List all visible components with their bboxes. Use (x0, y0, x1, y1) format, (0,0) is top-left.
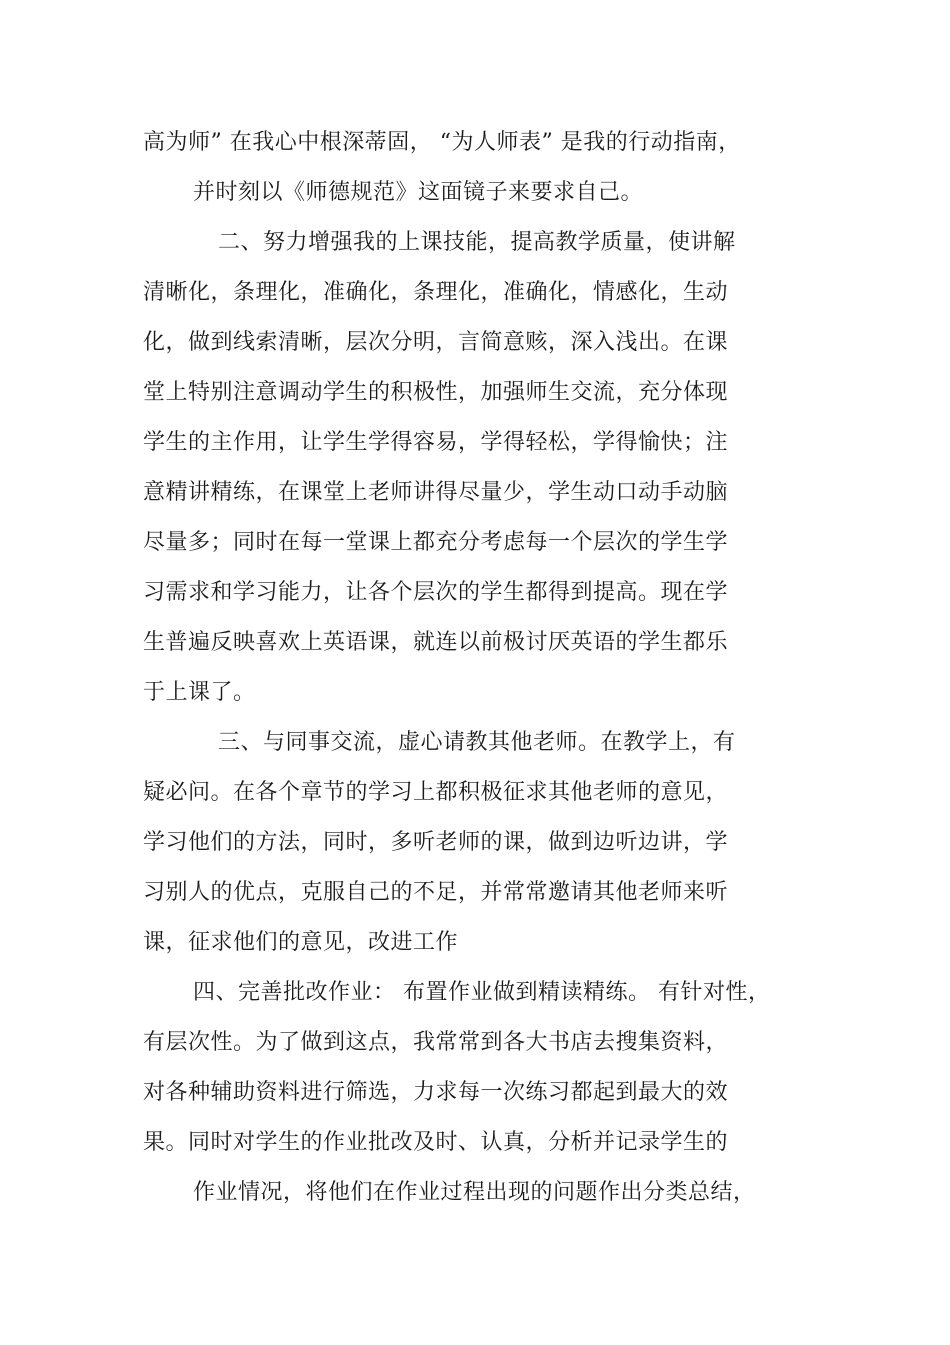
text-line-1: 高为师” 在我心中根深蒂固， “为人师表” 是我的行动指南， (143, 130, 741, 155)
text-line-22: 作业情况，将他们在作业过程出现的问题作出分类总结， (193, 1180, 756, 1205)
text-line-21: 果。同时对学生的作业批改及时、认真，分析并记录学生的 (143, 1130, 729, 1155)
text-line-5: 化，做到线索清晰，层次分明，言简意赅，深入浅出。在课 (143, 330, 729, 355)
text-line-11: 生普遍反映喜欢上英语课，就连以前极讨厌英语的学生都乐 (143, 630, 729, 655)
text-line-14: 疑必问。在各个章节的学习上都积极征求其他老师的意见， (143, 780, 729, 805)
text-line-12: 于上课了。 (143, 680, 256, 705)
text-line-16: 习别人的优点，克服自己的不足，并常常邀请其他老师来听 (143, 880, 729, 905)
text-line-3: 二、努力增强我的上课技能，提高教学质量，使讲解 (218, 230, 736, 255)
text-line-9: 尽量多；同时在每一堂课上都充分考虑每一个层次的学生学 (143, 530, 729, 555)
text-line-19: 有层次性。为了做到这点，我常常到各大书店去搜集资料， (143, 1030, 729, 1055)
text-line-2: 并时刻以《师德规范》这面镜子来要求自己。 (193, 180, 644, 205)
text-line-6: 堂上特别注意调动学生的积极性，加强师生交流，充分体现 (143, 380, 729, 405)
text-line-8: 意精讲精练，在课堂上老师讲得尽量少，学生动口动手动脑 (143, 480, 729, 505)
text-line-4: 清晰化，条理化，准确化，条理化，准确化，情感化，生动 (143, 280, 729, 305)
text-line-20: 对各种辅助资料进行筛选，力求每一次练习都起到最大的效 (143, 1080, 729, 1105)
text-line-13: 三、与同事交流，虚心请教其他老师。在教学上，有 (218, 730, 736, 755)
text-line-10: 习需求和学习能力，让各个层次的学生都得到提高。现在学 (143, 580, 729, 605)
text-line-18: 四、完善批改作业： 布置作业做到精读精练。 有针对性， (193, 980, 771, 1005)
text-line-7: 学生的主作用，让学生学得容易，学得轻松，学得愉快；注 (143, 430, 729, 455)
text-line-15: 学习他们的方法，同时，多听老师的课，做到边听边讲，学 (143, 830, 729, 855)
text-line-17: 课，征求他们的意见，改进工作 (143, 930, 459, 955)
